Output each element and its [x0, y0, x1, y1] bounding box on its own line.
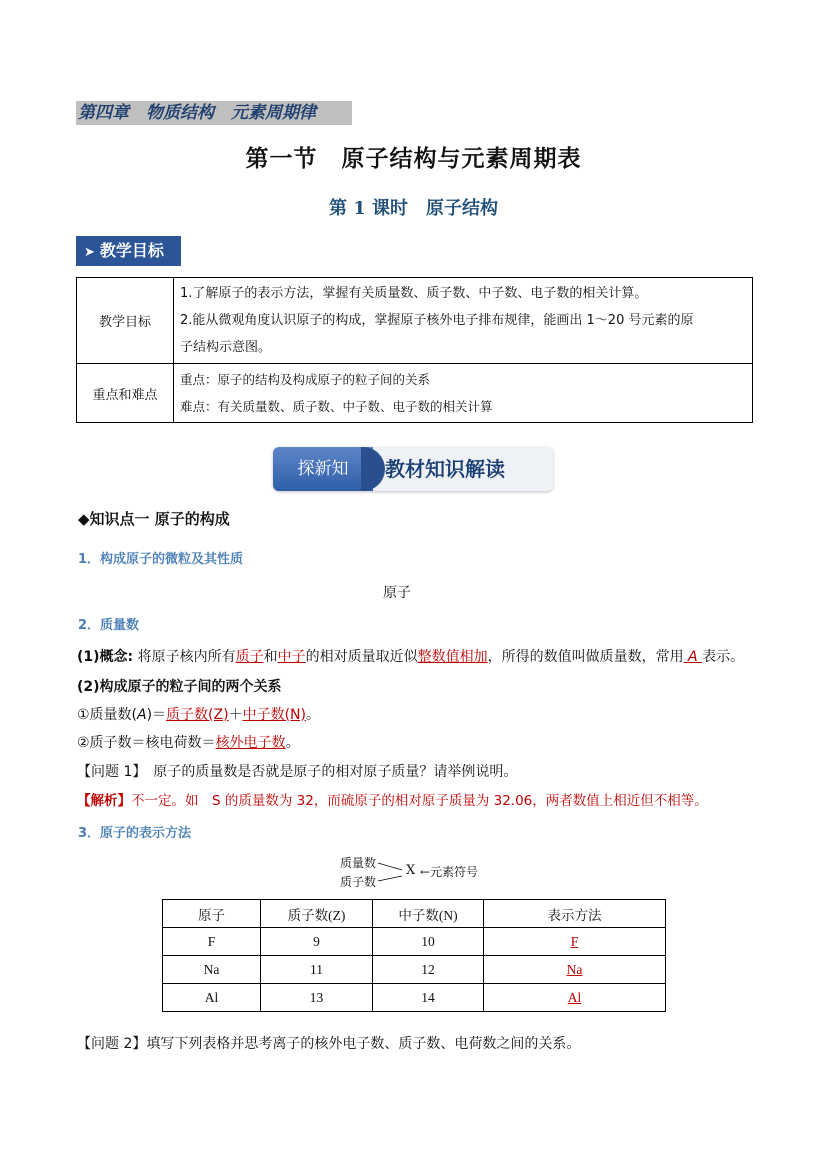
table-cell: 9 — [261, 928, 373, 956]
answer-blank: 中子 — [277, 649, 306, 665]
goals-table — [76, 277, 753, 423]
text: ②质子数＝核电荷数＝ — [77, 735, 216, 751]
answer-blank: F — [570, 933, 579, 949]
goals-row — [77, 364, 753, 423]
table-cell: 13 — [261, 984, 373, 1012]
knowledge-point-title: ◆知识点一 原子的构成 — [78, 510, 230, 528]
answer-blank: Na — [566, 961, 583, 977]
text: )＝ — [146, 707, 167, 723]
badge-notch — [361, 447, 385, 491]
column-header: 表示方法 — [484, 900, 666, 928]
text: 。 — [285, 735, 300, 751]
column-header: 质子数(Z) — [261, 900, 373, 928]
table-header-row — [163, 900, 666, 928]
table-row — [163, 928, 666, 956]
table-cell: Na — [163, 956, 261, 984]
goal-line: 子结构示意图。 — [180, 340, 272, 355]
answer-blank: 质子数(Z) — [166, 707, 229, 723]
question-1: 【问题 1】 原子的质量数是否就是原子的相对原子质量？请举例说明。 — [77, 764, 518, 780]
goals-content-cell — [174, 278, 753, 364]
atom-table — [162, 899, 666, 1012]
mass-number-label: 质量数 — [340, 856, 377, 870]
answer-blank: 质子 — [235, 649, 264, 665]
goals-label-cell: 教学目标 — [77, 278, 174, 364]
text: ①质量数( — [77, 707, 138, 723]
answer-label: 【解析】 — [77, 793, 131, 809]
text: 。 — [305, 707, 320, 723]
lesson-subtitle: 第 1 课时 原子结构 — [328, 198, 499, 219]
table-cell: 14 — [373, 984, 484, 1012]
answer-1 — [77, 789, 708, 809]
focus-line: 难点：有关质量数、质子数、中子数、电子数的相关计算 — [180, 399, 493, 414]
nuclide-notation-diagram — [338, 854, 498, 890]
objectives-banner — [76, 236, 181, 266]
answer-blank: Al — [567, 989, 582, 1005]
table-cell: 10 — [373, 928, 484, 956]
focus-line: 重点：原子的结构及构成原子的粒子间的关系 — [180, 372, 431, 387]
text: 将原子核内所有 — [133, 649, 236, 665]
answer-text: 不一定。如 S 的质量数为 32，而硫原子的相对原子质量为 32.06，两者数值上相近但不相等。 — [131, 793, 708, 809]
question-2: 【问题 2】填写下列表格并思考离子的核外电子数、质子数、电荷数之间的关系。 — [77, 1036, 581, 1052]
section2-title: 2．质量数 — [78, 618, 140, 633]
table-row — [163, 984, 666, 1012]
relation-2 — [77, 732, 300, 752]
table-cell — [484, 956, 666, 984]
section3-title: 3．原子的表示方法 — [78, 826, 192, 841]
page-title: 第一节 原子结构与元素周期表 — [245, 146, 582, 172]
arrow-icon: ➤ — [84, 245, 95, 260]
table-row — [163, 956, 666, 984]
section-badge — [273, 447, 553, 491]
element-symbol: X — [406, 863, 416, 878]
text: 表示。 — [702, 649, 745, 665]
column-header: 中子数(N) — [373, 900, 484, 928]
focus-content-cell — [174, 364, 753, 423]
table-cell: 11 — [261, 956, 373, 984]
proton-number-label: 质子数 — [340, 875, 377, 889]
answer-blank: 核外电子数 — [215, 735, 286, 751]
section1-title: 1．构成原子的微粒及其性质 — [78, 552, 244, 567]
table-cell — [484, 984, 666, 1012]
text: ，所得的数值叫做质量数，常用 — [487, 649, 684, 665]
objectives-banner-label: 教学目标 — [99, 241, 164, 260]
table-cell: 12 — [373, 956, 484, 984]
element-symbol-label: ←元素符号 — [420, 865, 479, 879]
badge-left-label: 探新知 — [273, 447, 373, 491]
answer-blank: 整数值相加 — [417, 649, 488, 665]
text: 的相对质量取近似 — [305, 649, 418, 665]
variable: A — [137, 707, 147, 723]
focus-label-cell: 重点和难点 — [77, 364, 174, 423]
table-cell: F — [163, 928, 261, 956]
text: ＋ — [228, 707, 243, 723]
table-cell — [484, 928, 666, 956]
badge-right-label: 教材知识解读 — [385, 457, 505, 481]
concept-label: (1)概念: — [77, 649, 134, 665]
answer-blank: 中子数(N) — [242, 707, 306, 723]
table-cell: Al — [163, 984, 261, 1012]
goal-line: 1.了解原子的表示方法，掌握有关质量数、质子数、中子数、电子数的相关计算。 — [180, 286, 648, 301]
answer-blank: A — [683, 649, 703, 665]
column-header: 原子 — [163, 900, 261, 928]
pointer-lines — [378, 858, 408, 886]
text: 和 — [263, 649, 278, 665]
concept-line — [77, 646, 744, 666]
goal-line: 2.能从微观角度认识原子的构成，掌握原子核外电子排布规律，能画出 1～20 号元素的原 — [180, 313, 694, 328]
atom-word: 原子 — [383, 585, 411, 601]
goals-row — [77, 278, 753, 364]
chapter-heading: 第四章 物质结构 元素周期律 — [76, 101, 352, 125]
relation-1 — [77, 704, 320, 724]
relations-title: (2)构成原子的粒子间的两个关系 — [77, 679, 282, 695]
